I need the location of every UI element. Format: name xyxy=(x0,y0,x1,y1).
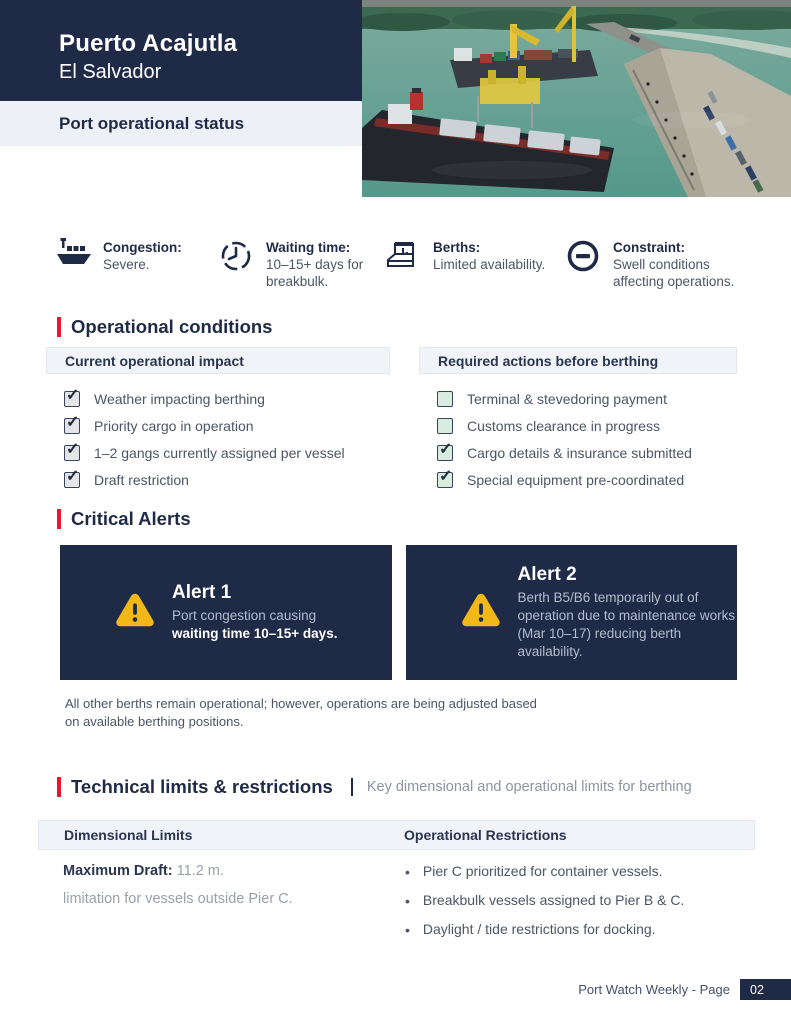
alert-cards xyxy=(60,545,737,680)
checkbox[interactable] xyxy=(437,440,453,461)
bullet: • xyxy=(405,893,410,910)
stat-text xyxy=(266,238,385,291)
footer-label: Port Watch Weekly - Page xyxy=(578,982,730,997)
column-header: Current operational impact xyxy=(46,347,390,374)
max-draft-label: Maximum Draft: xyxy=(63,863,173,879)
checkbox[interactable] xyxy=(437,391,453,407)
alert-card-1 xyxy=(60,545,392,680)
stat-text xyxy=(103,238,182,291)
heading-text: Critical Alerts xyxy=(71,508,191,529)
page-subtitle: El Salvador xyxy=(59,61,162,83)
heading-subtitle: Key dimensional and operational limits for berthing xyxy=(366,779,692,795)
required-actions-checklist xyxy=(419,374,737,493)
stat-berths xyxy=(385,238,565,291)
alert-content xyxy=(172,582,337,643)
page-number-badge: 02 xyxy=(740,979,791,1000)
red-accent-bar xyxy=(57,777,61,797)
stat-label: Waiting time: xyxy=(266,240,351,255)
stat-value: Limited availability. xyxy=(433,256,546,272)
checkbox[interactable] xyxy=(64,467,80,488)
stat-value: 10–15+ days for breakbulk. xyxy=(266,256,364,289)
checklist-item-label: Customs clearance in progress xyxy=(467,417,660,434)
restriction-text: Pier C prioritized for container vessels. xyxy=(422,863,663,879)
checkbox[interactable] xyxy=(437,467,453,488)
warning-triangle-icon xyxy=(114,590,156,635)
stat-constraint xyxy=(565,238,761,291)
minus-circle-icon xyxy=(565,238,603,274)
checklist-item xyxy=(64,412,390,439)
restriction-item xyxy=(405,892,735,910)
check-mark: ✓ xyxy=(66,413,80,431)
checklist-item-label: 1–2 gangs currently assigned per vessel xyxy=(94,444,345,461)
alert-card-2 xyxy=(406,545,738,680)
operational-restrictions-header: Operational Restrictions xyxy=(404,827,567,843)
alert-body-regular: Port congestion causing xyxy=(172,607,317,623)
warning-triangle-icon xyxy=(460,590,502,635)
dimensional-limits-header: Dimensional Limits xyxy=(64,827,193,843)
checklist-item-label: Cargo details & insurance submitted xyxy=(467,444,692,461)
restriction-item xyxy=(405,921,735,939)
alert-title: Alert 1 xyxy=(172,581,232,603)
checklist-item xyxy=(437,439,737,466)
operational-conditions-heading xyxy=(57,316,272,338)
stat-value: Swell conditions affecting operations. xyxy=(613,256,735,289)
max-draft-line xyxy=(63,863,363,879)
checklist-item-label: Weather impacting berthing xyxy=(94,390,265,407)
stat-label: Congestion: xyxy=(103,240,182,255)
checkbox[interactable] xyxy=(64,440,80,461)
checklist-item xyxy=(437,466,737,493)
status-summary-row xyxy=(55,238,761,291)
current-impact-checklist xyxy=(46,374,390,493)
stat-waiting-time xyxy=(218,238,385,291)
technical-limits-heading xyxy=(57,776,692,798)
stat-label: Berths: xyxy=(433,240,481,255)
restriction-item xyxy=(405,863,735,881)
bullet: • xyxy=(405,864,410,880)
check-mark: ✓ xyxy=(66,467,80,485)
column-header: Required actions before berthing xyxy=(419,347,737,374)
heading-divider xyxy=(351,778,353,796)
page-footer xyxy=(578,979,791,1000)
check-mark: ✓ xyxy=(439,467,453,485)
checklist-item-label: Draft restriction xyxy=(94,471,189,488)
header-banner xyxy=(0,0,362,101)
restriction-text: Breakbulk vessels assigned to Pier B & C. xyxy=(422,892,685,909)
clock-icon xyxy=(218,238,256,274)
check-mark: ✓ xyxy=(66,386,80,404)
required-actions-column xyxy=(419,347,737,493)
heading-text: Technical limits & restrictions xyxy=(71,776,333,797)
dimensional-limits-content xyxy=(63,863,363,907)
bullet: • xyxy=(405,922,410,939)
alert-body xyxy=(172,607,337,643)
checkbox[interactable] xyxy=(64,386,80,407)
checkbox[interactable] xyxy=(64,413,80,434)
berth-icon xyxy=(385,238,423,274)
checklist-item-label: Special equipment pre-coordinated xyxy=(467,471,685,488)
section-bar xyxy=(0,101,362,146)
stat-label: Constraint: xyxy=(613,240,685,255)
port-photo-illustration xyxy=(362,0,791,197)
operational-restrictions-list xyxy=(405,863,735,951)
heading-text: Operational conditions xyxy=(71,316,273,337)
checklist-item xyxy=(437,412,737,439)
technical-table-header xyxy=(38,820,755,850)
alert-content xyxy=(518,564,738,662)
restriction-text: Daylight / tide restrictions for docking. xyxy=(422,921,656,938)
max-draft-value: 11.2 m. xyxy=(176,863,224,879)
conditions-columns xyxy=(46,347,737,493)
alert-title: Alert 2 xyxy=(517,563,577,585)
checklist-item xyxy=(64,385,390,412)
page-title: Puerto Acajutla xyxy=(59,30,238,57)
alert-body-bold: waiting time 10–15+ days. xyxy=(172,626,338,641)
stat-text xyxy=(433,238,545,291)
section-bar-label: Port operational status xyxy=(59,113,245,133)
red-accent-bar xyxy=(57,509,61,529)
stat-text xyxy=(613,238,761,291)
check-mark: ✓ xyxy=(66,440,80,458)
checkbox[interactable] xyxy=(437,418,453,434)
port-aerial-photo xyxy=(362,0,791,197)
critical-alerts-heading xyxy=(57,508,191,530)
alert-body-regular: Berth B5/B6 temporarily out of operation due to maintenance works (Mar 10–17) reducing berth availability. xyxy=(517,589,736,660)
alert-body xyxy=(518,589,738,662)
draft-note: limitation for vessels outside Pier C. xyxy=(63,891,293,907)
checklist-item xyxy=(64,466,390,493)
checklist-item-label: Terminal & stevedoring payment xyxy=(467,390,667,407)
current-impact-column xyxy=(46,347,390,493)
alerts-note: All other berths remain operational; however, operations are being adjusted based on available berthing positions. xyxy=(65,696,537,730)
stat-congestion xyxy=(55,238,218,291)
checklist-item xyxy=(437,385,737,412)
check-mark: ✓ xyxy=(439,440,453,458)
checklist-item xyxy=(64,439,390,466)
ship-icon xyxy=(55,238,93,274)
red-accent-bar xyxy=(57,317,61,337)
checklist-item-label: Priority cargo in operation xyxy=(94,417,254,434)
stat-value: Severe. xyxy=(103,256,150,272)
